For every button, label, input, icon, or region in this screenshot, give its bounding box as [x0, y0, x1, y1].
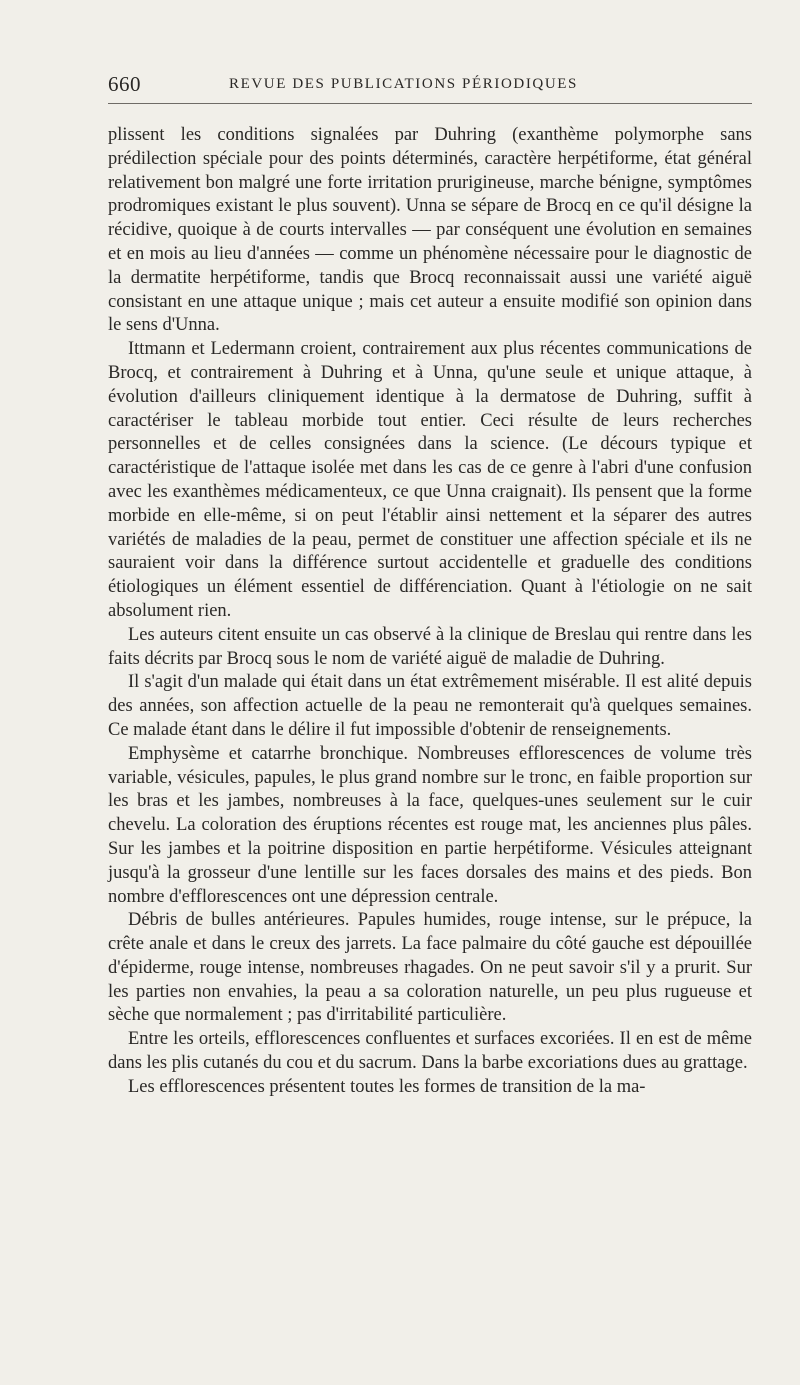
paragraph: Emphysème et catarrhe bronchique. Nombreuses efflorescences de volume très variable, vésicules, papules, le plus grand nombre sur le tronc, en faible proportion sur les bras et les jambes, nombreuses à la face, quelques-unes seulement sur le cuir chevelu. La coloration des éruptions récentes est rouge mat, les anciennes plus pâles. Sur les jambes et la poitrine disposition en partie herpétiforme. Vésicules atteignant jusqu'à la grosseur d'une lentille sur les faces dorsales des mains et des pieds. Bon nombre d'efflorescences ont une dépression centrale.: [108, 743, 752, 907]
paragraph: Ittmann et Ledermann croient, contrairement aux plus récentes communications de Brocq, et contrairement à Duhring et à Unna, qu'une seule et unique attaque, à évolution d'ailleurs cliniquement identique à la dermatose de Duhring, suffit à caractériser le tableau morbide tout entier. Ceci résulte de leurs recherches personnelles et de celles consignées dans la science. (Le décours typique et caractéristique de l'attaque isolée met dans les cas de ce genre à l'abri d'une confusion avec les exanthèmes médicamenteux, ce que Unna craignait). Ils pensent que la forme morbide en elle-même, si on peut l'établir ainsi nettement et la séparer des autres variétés de maladies de la peau, permet de constituer une affection spéciale et ils ne sauraient voir dans la différence surtout accidentelle et graduelle des conditions étiologiques un élément essentiel de différenciation. Quant à l'étiologie on ne sait absolument rien.: [108, 339, 752, 621]
paragraph: Débris de bulles antérieures. Papules humides, rouge intense, sur le prépuce, la crête anale et dans le creux des jarrets. La face palmaire du côté gauche est dépouillée d'épiderme, rouge intense, nombreuses rhagades. On ne peut savoir s'il y a prurit. Sur les parties non envahies, la peau a sa coloration naturelle, un peu plus rugueuse et sèche que normalement ; pas d'irritabilité particulière.: [108, 910, 752, 1026]
body-text: [108, 124, 752, 1100]
header-rule: [108, 103, 752, 104]
paragraph: Entre les orteils, efflorescences confluentes et surfaces excoriées. Il en est de même dans les plis cutanés du cou et du sacrum. Dans la barbe excoriations dues au grattage.: [108, 1029, 752, 1074]
paragraph: Les efflorescences présentent toutes les formes de transition de la ma-: [128, 1076, 646, 1097]
paragraph: Il s'agit d'un malade qui était dans un état extrêmement misérable. Il est alité depuis des années, son affection actuelle de la peau ne remonterait qu'à quelques semaines. Ce malade étant dans le délire il fut impossible d'obtenir de renseignements.: [108, 672, 752, 740]
page-header: [108, 72, 752, 102]
paragraph: Les auteurs citent ensuite un cas observé à la clinique de Breslau qui rentre dans les faits décrits par Brocq sous le nom de variété aiguë de maladie de Duhring.: [108, 624, 752, 669]
paragraph-continued: plissent les conditions signalées par Duhring (exanthème polymorphe sans prédilection spéciale pour des points déterminés, caractère herpétiforme, état général relativement bon malgré une forte irritation prurigineuse, marche bénigne, symptômes prodromiques existant le plus souvent). Unna se sépare de Brocq en ce qu'il désigne la récidive, quoique à de courts intervalles — par conséquent une évolution en semaines et en mois au lieu d'années — comme un phénomène nécessaire pour le diagnostic de la dermatite herpétiforme, tandis que Brocq reconnaissait aussi une variété aiguë consistant en une attaque unique ; mais cet auteur a ensuite modifié son opinion dans le sens d'Unna.: [108, 125, 752, 336]
page-number: 660: [108, 72, 141, 96]
running-title: REVUE DES PUBLICATIONS PÉRIODIQUES: [229, 76, 578, 92]
